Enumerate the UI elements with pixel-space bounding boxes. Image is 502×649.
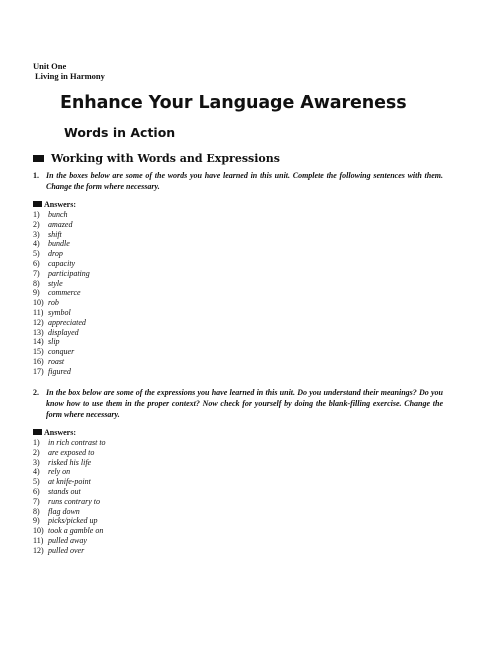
item-number: 3) [33,229,40,239]
answer-text: pulled away [48,535,87,545]
answer-text: amazed [48,219,73,229]
item-number: 4) [33,467,40,477]
subsection-title: Words in Action [64,125,176,140]
item-number: 1) [33,210,40,219]
answer-text: risked his life [48,457,92,467]
answer-text: runs contrary to [48,496,100,506]
answer-text: conquer [48,347,75,357]
answer-text: participating [48,268,90,278]
item-number: 16) [33,356,44,366]
exercise-2-number: 2. [33,388,39,397]
item-number: 6) [33,486,40,496]
answer-text: in rich contrast to [48,438,106,447]
answer-text: rely on [48,467,71,477]
item-number: 10) [33,526,44,536]
answer-text: at knife-point [48,477,91,487]
answer-text: picks/picked up [48,516,98,526]
item-number: 12) [33,317,44,327]
item-number: 17) [33,366,44,376]
part-heading [33,152,280,165]
exercise-1-instructions [33,170,443,192]
unit-number: Unit One [33,61,67,71]
exercise-2-text: In the box below are some of the expressions you have learned in this unit. Do you understand their meanings? Do you know how to use them in the proper context? Now check for yourself by doing the blank-filling exercise. Change the form where necessary. [46,388,443,419]
item-number: 2) [33,447,40,457]
answer-text: pulled over [48,545,85,555]
answer-text: figured [48,366,71,376]
answers-label-1 [33,200,76,210]
item-number: 7) [33,268,40,278]
item-number: 12) [33,545,44,555]
item-number: 9) [33,516,40,526]
item-number: 8) [33,506,40,516]
answer-text: commerce [48,288,81,298]
item-number: 5) [33,477,40,487]
square-bullet-icon [33,201,42,207]
item-number: 4) [33,239,40,249]
answer-text: style [48,278,63,288]
answer-text: bunch [48,210,68,219]
item-number: 3) [33,457,40,467]
answer-text: roast [48,356,65,366]
answer-text: rob [48,298,59,308]
section-title: Enhance Your Language Awareness [60,93,407,113]
answers-label-2 [33,428,76,438]
item-number: 14) [33,337,44,347]
answer-text: are exposed to [48,447,95,457]
unit-title: Living in Harmony [35,71,105,81]
item-number: 15) [33,347,44,357]
answer-text: flag down [48,506,80,516]
exercise-1-number: 1. [33,171,39,180]
item-number: 1) [33,438,40,447]
item-number: 8) [33,278,40,288]
part-title: Working with Words and Expressions [51,152,280,165]
answer-text: appreciated [48,317,86,327]
item-number: 2) [33,219,40,229]
answer-text: bundle [48,239,70,249]
exercise-2-instructions [33,387,443,420]
item-number: 7) [33,496,40,506]
answer-text: stands out [48,486,81,496]
answer-text: shift [48,229,62,239]
item-number: 10) [33,298,44,308]
square-bullet-icon [33,155,44,162]
square-bullet-icon [33,429,42,435]
answers-label-text: Answers: [44,428,76,437]
answer-text: drop [48,249,63,259]
answers-label-text: Answers: [44,200,76,209]
item-number: 5) [33,249,40,259]
item-number: 13) [33,327,44,337]
answer-text: took a gamble on [48,526,104,536]
exercise-1-text: In the boxes below are some of the words you have learned in this unit. Complete the following sentences with them. Change the form where necessary. [46,171,443,191]
answer-text: capacity [48,258,76,268]
item-number: 6) [33,258,40,268]
answer-text: slip [48,337,60,347]
item-number: 11) [33,535,44,545]
answer-text: symbol [48,307,71,317]
answer-text: displayed [48,327,79,337]
item-number: 9) [33,288,40,298]
item-number: 11) [33,307,44,317]
